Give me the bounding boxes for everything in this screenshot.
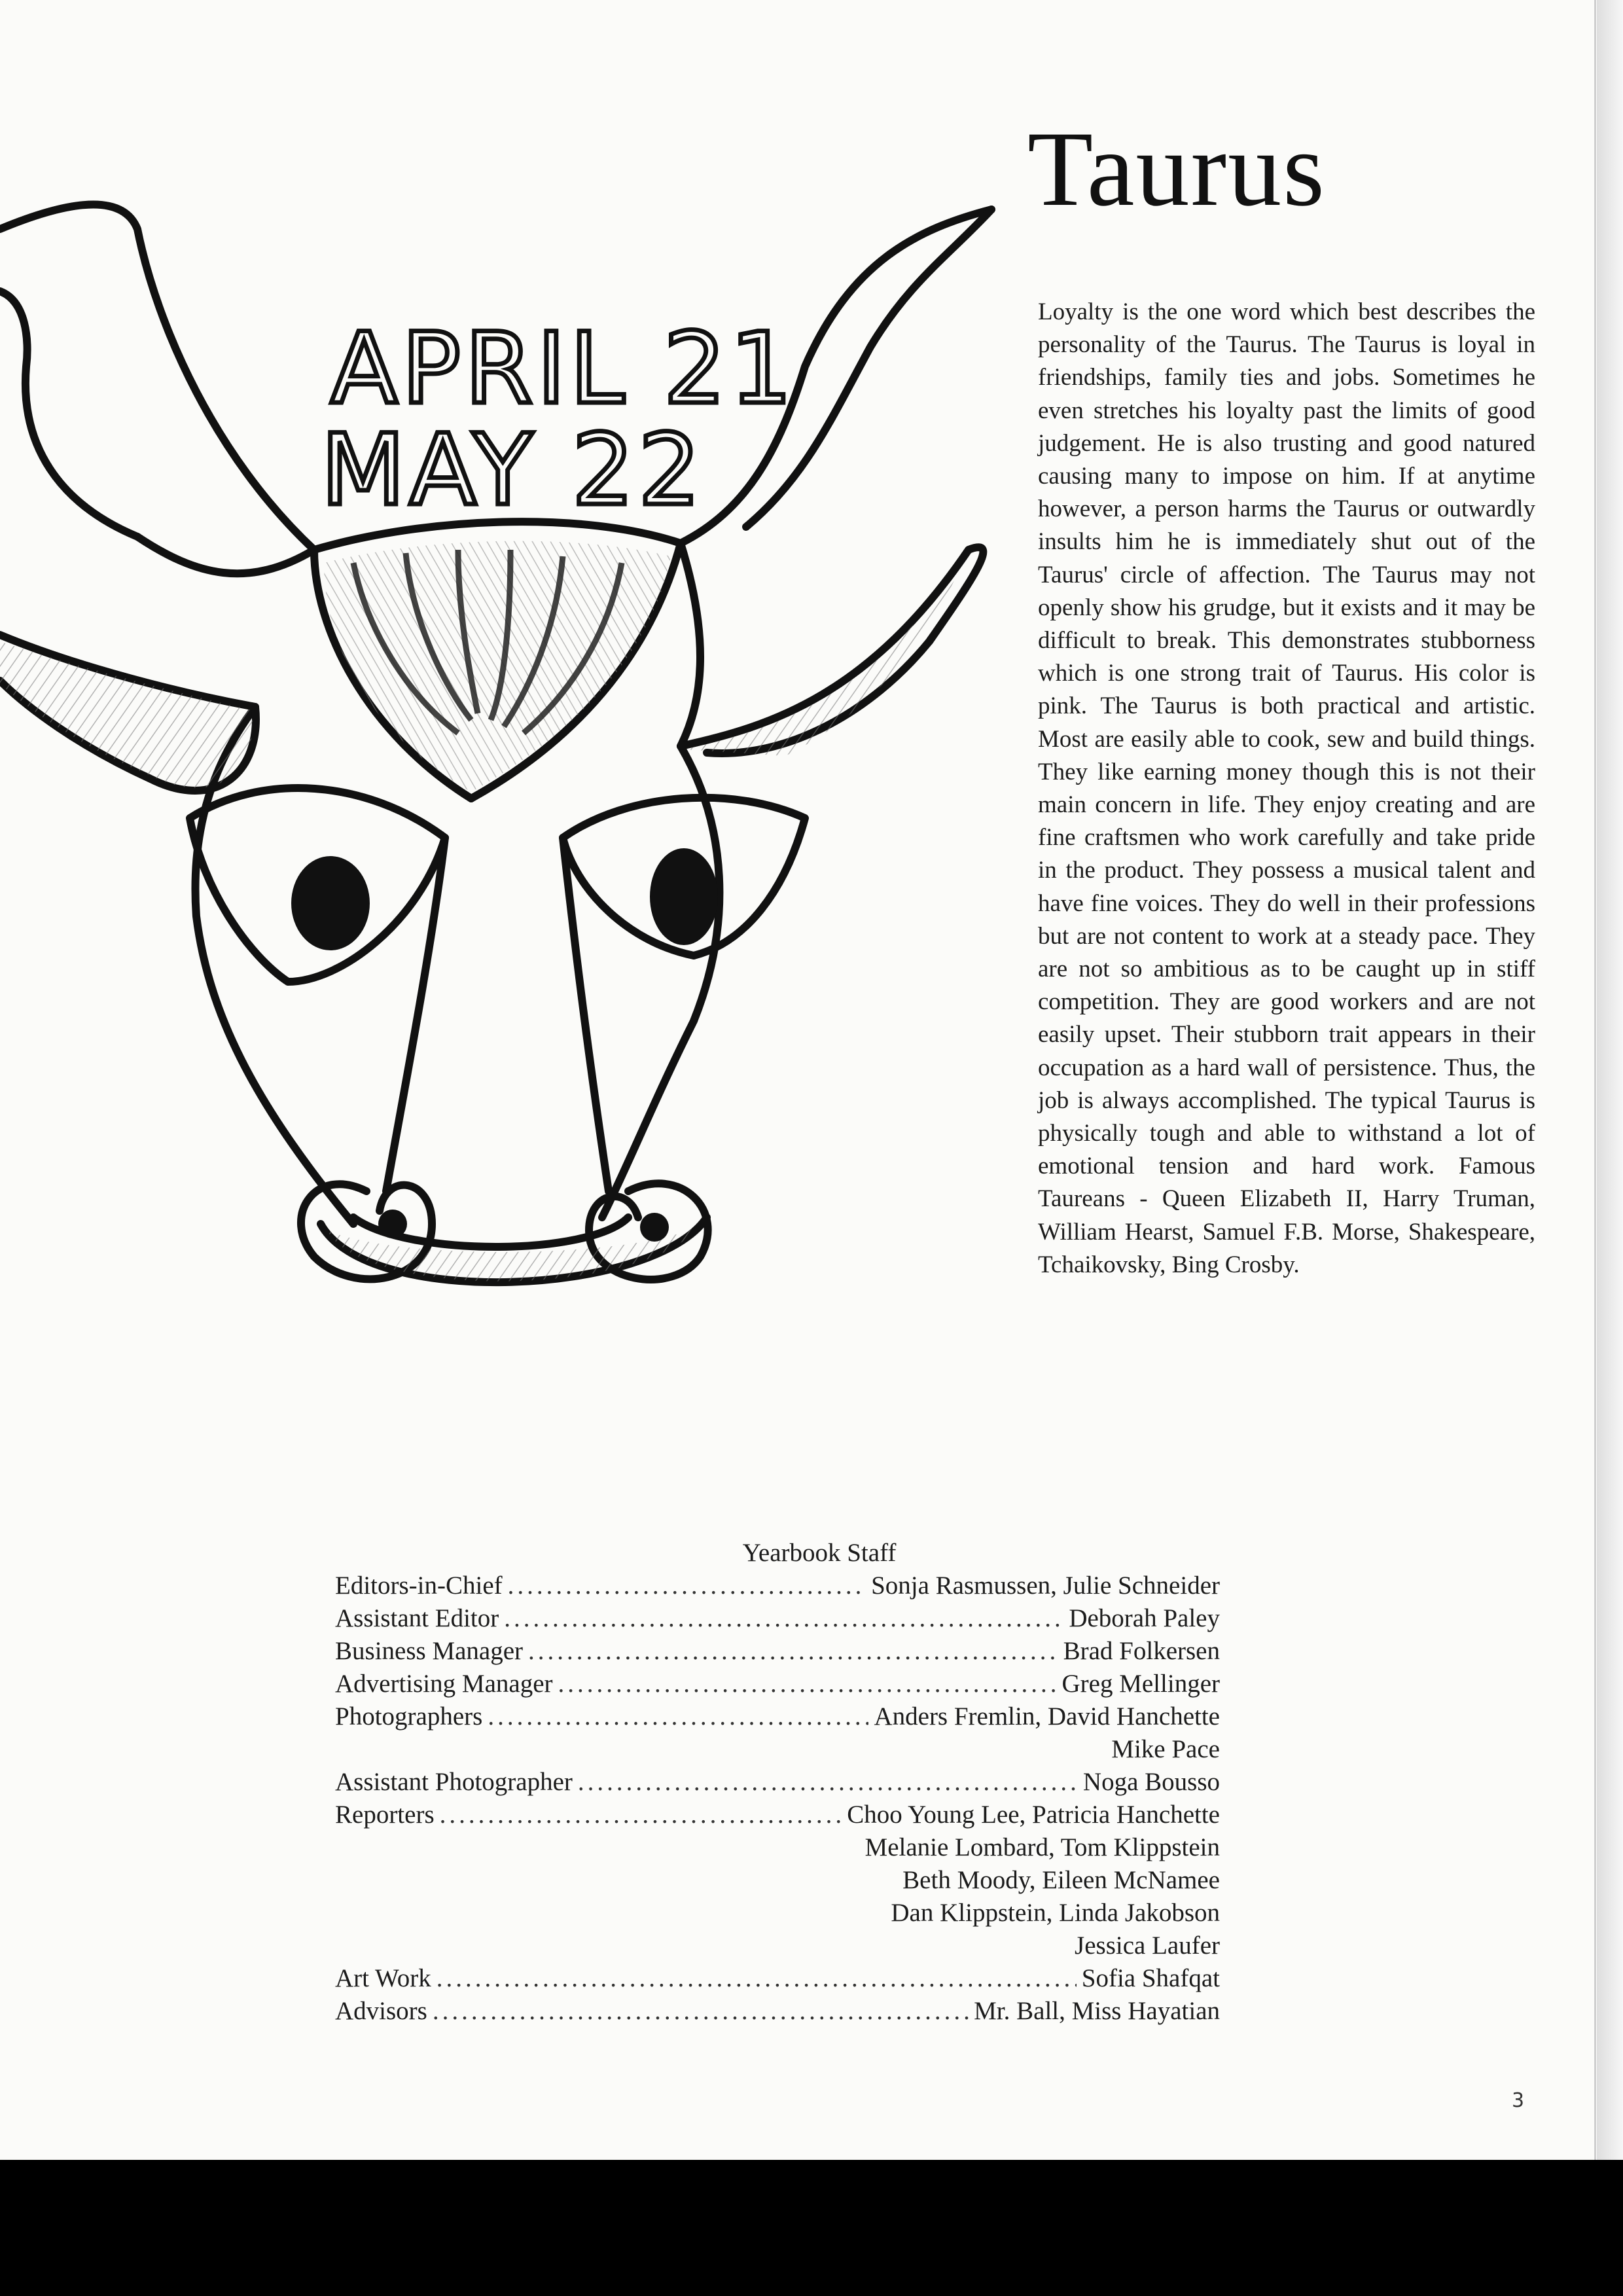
staff-names: Brad Folkersen [1063, 1637, 1220, 1665]
taurus-bull-drawing [0, 170, 1008, 1388]
staff-rows [335, 1570, 1220, 2028]
staff-names: Noga Bousso [1082, 1768, 1220, 1796]
staff-row [335, 1635, 1220, 1668]
staff-role: Advertising Manager [335, 1670, 553, 1698]
date-line-1: APRIL 21 [330, 312, 796, 426]
staff-names-continued: Mike Pace [1111, 1735, 1220, 1763]
staff-names: Sofia Shafqat [1081, 1964, 1220, 1992]
staff-role: Photographers [335, 1702, 483, 1731]
staff-names: Deborah Paley [1069, 1604, 1220, 1632]
staff-row [335, 1570, 1220, 1602]
staff-row [335, 1700, 1220, 1733]
staff-row [335, 1602, 1220, 1635]
dot-leader [578, 1766, 1078, 1799]
dot-leader [528, 1635, 1058, 1668]
right-pupil [650, 848, 718, 945]
staff-row [335, 1995, 1220, 2028]
left-horn [0, 205, 314, 550]
staff-row [335, 1799, 1220, 1831]
staff-names: Mr. Ball, Miss Hayatian [974, 1997, 1220, 2025]
dot-leader [433, 1995, 969, 2028]
staff-names: Sonja Rasmussen, Julie Schneider [871, 1571, 1220, 1600]
dot-leader [440, 1799, 842, 1831]
yearbook-staff-list [335, 1537, 1220, 2028]
staff-names: Anders Fremlin, David Hanchette [874, 1702, 1220, 1731]
dot-leader [437, 1962, 1077, 1995]
page-title: Taurus [1027, 110, 1326, 228]
staff-role: Advisors [335, 1997, 427, 2025]
staff-names-continued: Dan Klippstein, Linda Jakobson [891, 1899, 1220, 1927]
staff-row [335, 1766, 1220, 1799]
staff-names-continued: Beth Moody, Eileen McNamee [902, 1866, 1220, 1894]
dot-leader [488, 1700, 868, 1733]
staff-role: Reporters [335, 1801, 435, 1829]
scan-background [0, 2160, 1623, 2296]
staff-role: Assistant Editor [335, 1604, 499, 1632]
shading [0, 541, 962, 1282]
page-number: 3 [1512, 2089, 1525, 2112]
staff-names: Choo Young Lee, Patricia Hanchette [847, 1801, 1220, 1829]
staff-role: Editors-in-Chief [335, 1571, 503, 1600]
staff-role: Business Manager [335, 1637, 524, 1665]
page-edge [1597, 0, 1623, 2160]
staff-role: Assistant Photographer [335, 1768, 573, 1796]
staff-names: Greg Mellinger [1061, 1670, 1220, 1698]
dot-leader [508, 1570, 866, 1602]
left-pupil [291, 856, 370, 950]
staff-names-continued: Melanie Lombard, Tom Klippstein [865, 1833, 1220, 1861]
staff-role: Art Work [335, 1964, 431, 1992]
dot-leader [504, 1602, 1063, 1635]
dot-leader [558, 1668, 1057, 1700]
staff-row [335, 1962, 1220, 1995]
staff-row [335, 1668, 1220, 1700]
taurus-description: Loyalty is the one word which best describes the personality of the Taurus. The Taurus is loyal in friendships, family ties and jobs. Sometimes he even stretches his loyalty past the limits of good judgement. He is also trusting and good natured causing many to impose on him. If at anytime however, a person harms the Taurus or outwardly insults him he is immediately shut out of the Taurus' circle of affection. The Taurus may not openly show his grudge, but it exists and it may be difficult to break. This demonstrates stubborness which is one strong trait of Taurus. His color is pink. The Taurus is both practical and artistic. Most are easily able to cook, sew and build things. They like earning money though this is not their main concern in life. They enjoy creating and are fine craftsmen who work carefully and take pride in the product. They possess a musical talent and have fine voices. They do well in their professions but are not content to work at a steady pace. They are not so ambitious as to be caught up in stiff competition. They are good workers and are not easily upset. Their stubborn trait appears in their occupation as a hard wall of persistence. Thus, the job is always accomplished. The typical Taurus is physically tough and able to withstand a lot of emotional tension and hard work. Famous Taureans - Queen Elizabeth II, Harry Truman, William Hearst, Samuel F.B. Morse, Shakespeare, Tchaikovsky, Bing Crosby. [1038, 298, 1535, 1278]
staff-heading: Yearbook Staff [742, 1539, 897, 1567]
staff-names-continued: Jessica Laufer [1075, 1931, 1220, 1960]
date-line-2: MAY 22 [321, 414, 705, 528]
